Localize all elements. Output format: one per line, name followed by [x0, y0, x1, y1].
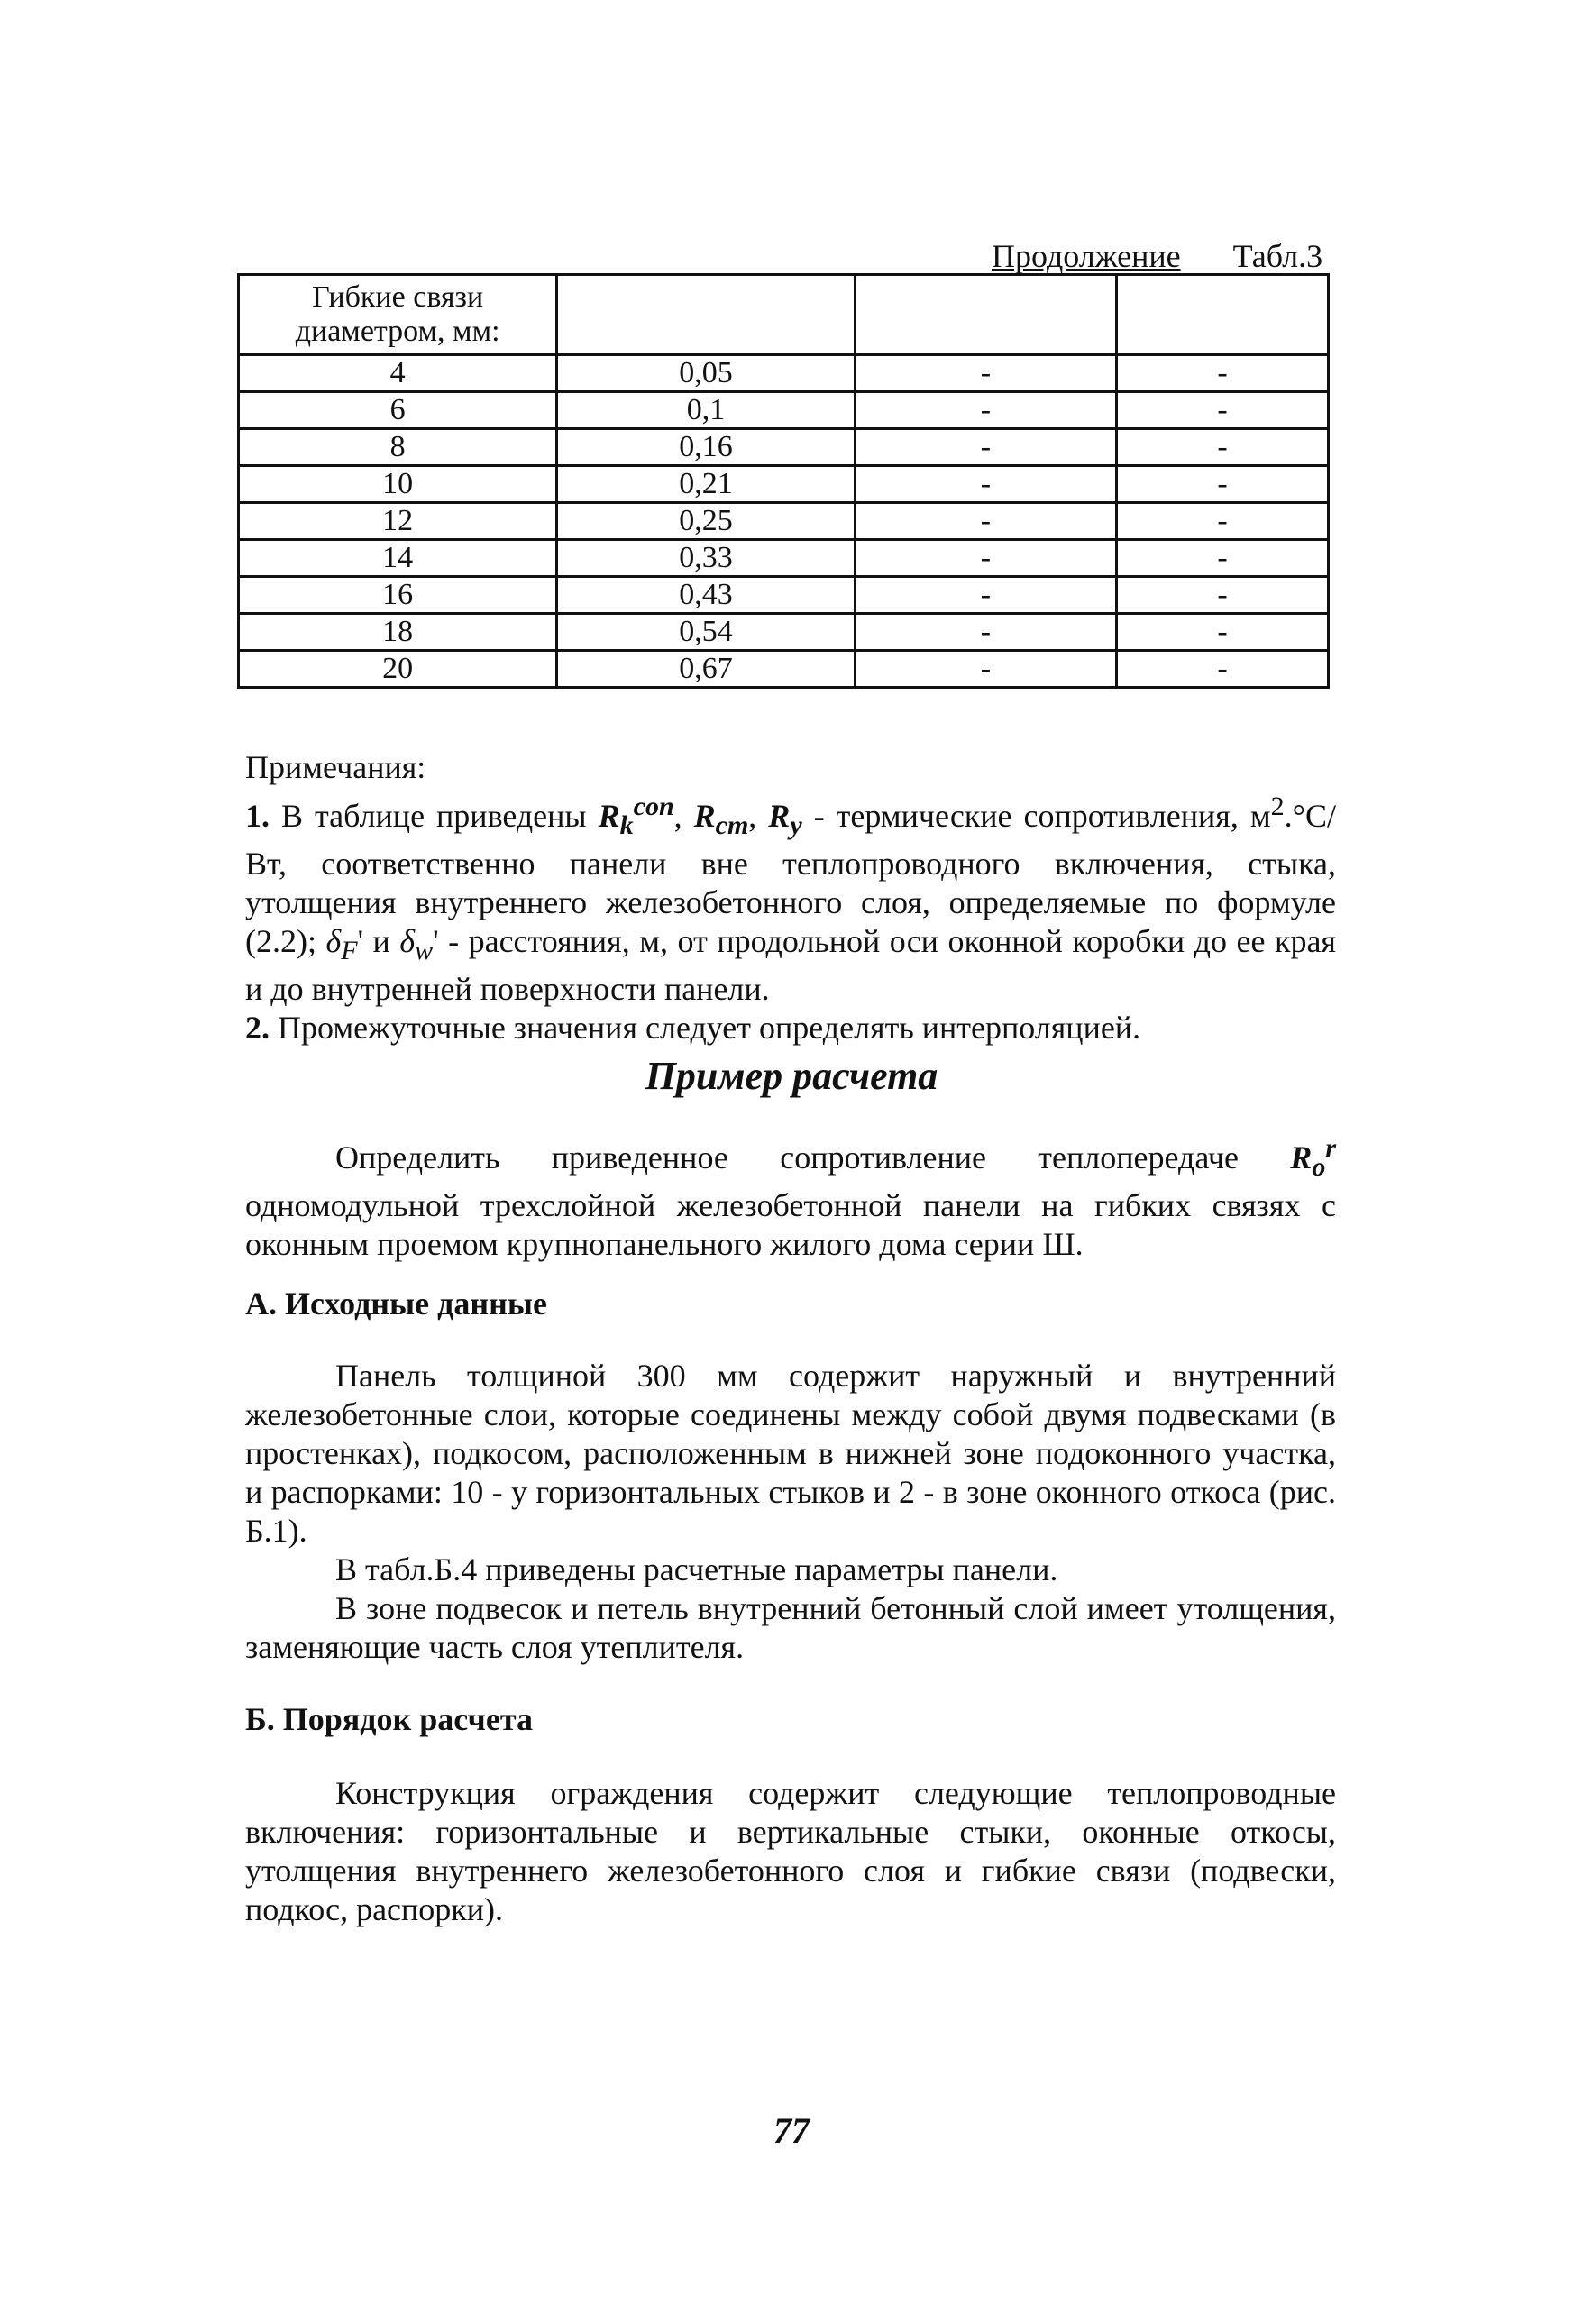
table-cell-c4: - — [1117, 429, 1329, 466]
table-row — [239, 651, 1329, 688]
example-title: Пример расчета — [645, 1054, 938, 1098]
table-cell-c3: - — [855, 392, 1116, 429]
table-cell-r: 0,25 — [557, 503, 855, 540]
symbol-ro: $R_o^r$ — [1290, 1133, 1336, 1183]
table-cell-d: 4 — [239, 355, 557, 392]
note-1-text-e: ' - расстояния, м, от продольной оси оконной коробки до ее края и до внутренней поверхности панели. — [245, 923, 1336, 1008]
table-row — [239, 429, 1329, 466]
section-a-heading: А. Исходные данные — [245, 1286, 547, 1322]
table-row — [239, 540, 1329, 577]
notes-heading: Примечания: — [245, 749, 426, 785]
table-cell-r: 0,05 — [557, 355, 855, 392]
table-cell-c4: - — [1117, 651, 1329, 688]
table-cell-c4: - — [1117, 503, 1329, 540]
note-1: 1. В таблице приведены $R_k^{con}$, $R_{cm}$, $R_y$ - термические сопротивления, $м^2.^\circ С/Вт$, соответственно панели вне теплопроводного включения, стыка, утолщения внутреннего железобетонного слоя, определяемые по формуле (2.2); $\delta_F'$ и $\delta_w'$ - расстояния, м, от продольной оси оконной коробки до ее края и до внутренней поверхности панели. — [245, 791, 1337, 1008]
table-cell-r: 0,43 — [557, 577, 855, 614]
table-cell-c4: - — [1117, 540, 1329, 577]
header-cell-4 — [1117, 275, 1329, 355]
section-b-paragraph-1: Конструкция ограждения содержит следующие теплопроводные включения: горизонтальные и вертикальные стыки, оконные откосы, утолщения внутреннего железобетонного слоя и гибкие связи (подвески, подкос, распорки). — [245, 1775, 1336, 1927]
header-cell-3 — [855, 275, 1116, 355]
symbol-rcm: $R_{cm}$ — [693, 798, 749, 841]
header-cell-diameter — [239, 275, 557, 355]
header-cell-2 — [557, 275, 855, 355]
table-cell-c3: - — [855, 577, 1116, 614]
symbol-delta-f: $\delta_F$ — [325, 923, 358, 966]
note-1-text-b: - термические сопротивления, м — [813, 798, 1271, 834]
table-cell-d: 14 — [239, 540, 557, 577]
example-intro — [245, 1129, 1336, 1264]
table-cell-c4: - — [1117, 614, 1329, 651]
table-cell-c3: - — [855, 466, 1116, 503]
table-cell-d: 8 — [239, 429, 557, 466]
flexible-links-table — [237, 273, 1330, 689]
section-a-paragraph-1: Панель толщиной 300 мм содержит наружный и внутренний железобетонные слои, которые соединены между собой двумя подвесками (в простенках), подкосом, расположенным в нижней зоне подоконного участка, и распорками: 10 - у горизонтальных стыков и 2 - в зоне оконного откоса (рис. Б.1). — [245, 1358, 1336, 1549]
example-intro-text: Определить приведенное сопротивление теплопередаче $R_o^r$ одномодульной трехслойной железобетонной панели на гибких связях с оконным проемом крупнопанельного жилого дома серии Ш. — [245, 1133, 1336, 1263]
table-cell-r: 0,67 — [557, 651, 855, 688]
table-cell-c3: - — [855, 540, 1116, 577]
table-caption — [992, 237, 1322, 275]
note-2-text: Промежуточные значения следует определять интерполяцией. — [278, 1010, 1141, 1047]
symbol-rk: $R_k^{con}$ — [598, 791, 674, 841]
table-cell-d: 18 — [239, 614, 557, 651]
table-row — [239, 466, 1329, 503]
table-cell-c3: - — [855, 651, 1116, 688]
section-b-heading: Б. Порядок расчета — [245, 1701, 533, 1737]
table-cell-d: 12 — [239, 503, 557, 540]
symbol-ry: $R_y$ — [768, 798, 802, 841]
table-cell-r: 0,1 — [557, 392, 855, 429]
table-cell-c3: - — [855, 429, 1116, 466]
header-line-1: Гибкие связи — [312, 280, 484, 314]
notes-block — [245, 748, 1336, 1048]
note-1-text-c: .°С/Вт, соответственно панели вне теплопроводного включения, стыка, утолщения внутреннего железобетонного слоя, определяемые по формуле (2.2); — [245, 798, 1337, 960]
table-row — [239, 392, 1329, 429]
note-1-text-a: В таблице приведены — [281, 798, 587, 834]
table-row — [239, 503, 1329, 540]
table-cell-c4: - — [1117, 392, 1329, 429]
table-label: Табл.3 — [1232, 238, 1323, 274]
table-row — [239, 577, 1329, 614]
section-a-paragraph-2: В табл.Б.4 приведены расчетные параметры панели. — [335, 1551, 1058, 1587]
table-cell-d: 20 — [239, 651, 557, 688]
table-cell-c4: - — [1117, 577, 1329, 614]
table-cell-c3: - — [855, 614, 1116, 651]
table-cell-r: 0,21 — [557, 466, 855, 503]
table-cell-c3: - — [855, 503, 1116, 540]
header-line-2: диаметром, мм: — [295, 315, 500, 348]
note-1-number: 1. — [245, 798, 270, 834]
note-1-text-d: ' и — [357, 923, 390, 960]
table-cell-r: 0,54 — [557, 614, 855, 651]
unit-square: 2 — [1270, 791, 1285, 821]
table-cell-c4: - — [1117, 466, 1329, 503]
table-cell-d: 10 — [239, 466, 557, 503]
table-cell-r: 0,33 — [557, 540, 855, 577]
table-row — [239, 355, 1329, 392]
symbol-delta-w: $\delta_w$ — [399, 923, 434, 966]
table-cell-d: 6 — [239, 392, 557, 429]
table-header-row — [239, 275, 1329, 355]
table-cell-d: 16 — [239, 577, 557, 614]
table-cell-c3: - — [855, 355, 1116, 392]
table-row — [239, 614, 1329, 651]
table-cell-c4: - — [1117, 355, 1329, 392]
page-number: 77 — [773, 2110, 810, 2151]
section-a-paragraph-3: В зоне подвесок и петель внутренний бетонный слой имеет утолщения, заменяющие часть слоя утеплителя. — [245, 1590, 1336, 1665]
section-a-body — [245, 1357, 1336, 1667]
continuation-label: Продолжение — [992, 238, 1181, 274]
note-2 — [245, 1009, 1336, 1048]
note-2-number: 2. — [245, 1010, 270, 1047]
section-b-body — [245, 1774, 1336, 1929]
table-cell-r: 0,16 — [557, 429, 855, 466]
